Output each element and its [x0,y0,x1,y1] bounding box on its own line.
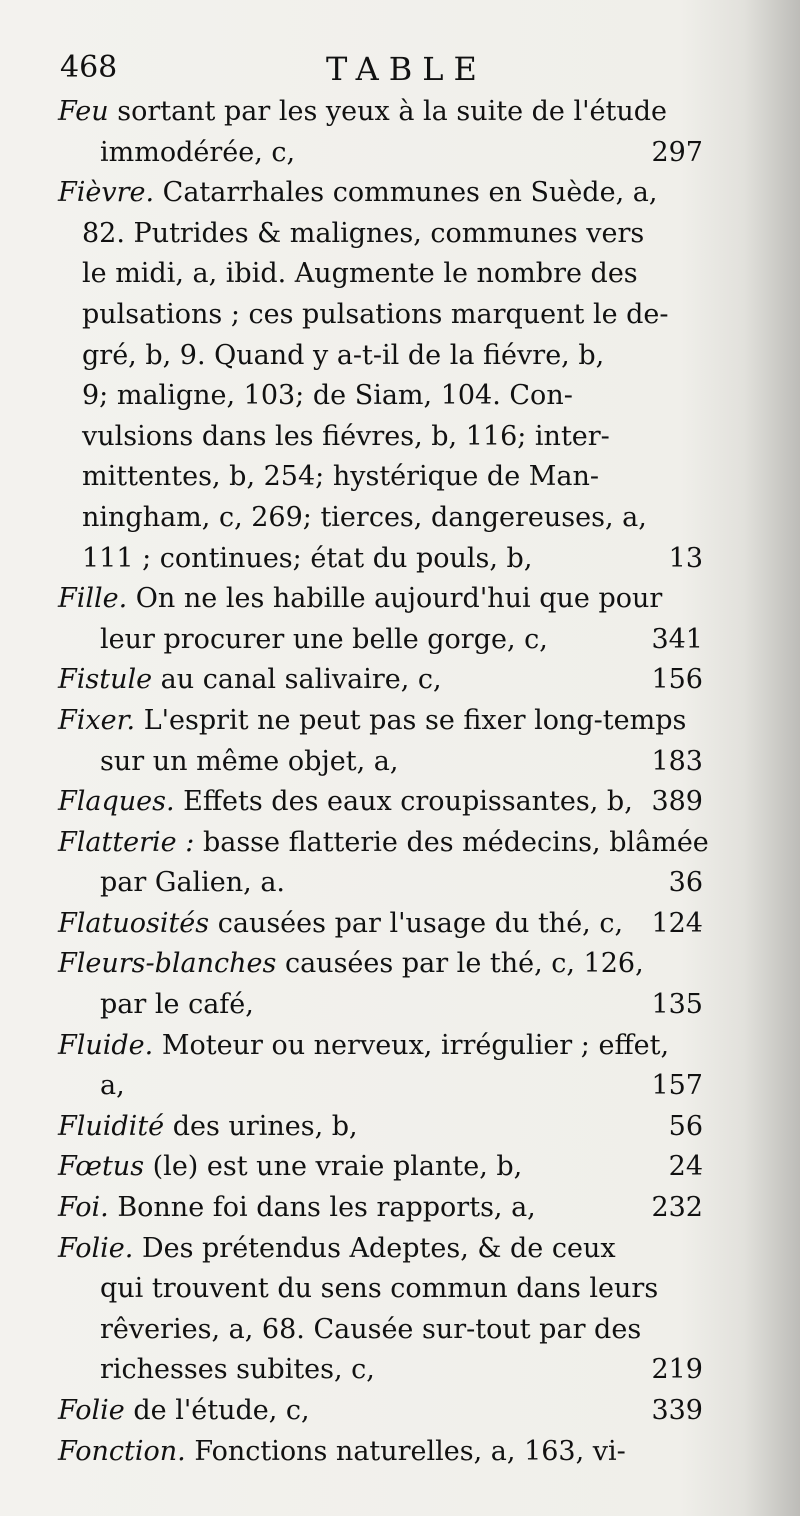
index-line-text [58,173,657,214]
index-line [58,742,703,783]
index-line-text [82,376,573,417]
page-reference: 24 [668,1151,703,1183]
index-line-text [58,782,633,823]
index-entry-text: vulsions dans les fiévres, b, 116; inter- [82,420,610,452]
index-line-text [58,1188,536,1229]
index-line [58,1310,703,1351]
index-line-text [100,1269,658,1310]
index-entry-text: Moteur ou nerveux, irrégulier ; effet, [153,1029,670,1061]
index-entry-text: qui trouvent du sens commun dans leurs [100,1273,659,1305]
index-entry-text: sortant par les yeux à la suite de l'étude [108,96,668,127]
index-line [58,579,703,620]
index-keyword: Fixer. [58,704,136,736]
index-entry-text: richesses subites, c, [100,1354,375,1386]
index-line [58,376,703,417]
index-line [58,295,703,336]
index-entry-text: de l'étude, c, [124,1395,310,1426]
index-entry-text: causées par le thé, c, 126, [276,948,644,980]
index-line-text [82,336,604,377]
index-line [58,620,703,661]
index-keyword: Fonction. [58,1435,186,1467]
index-line [58,92,703,133]
page-reference: 56 [668,1110,703,1142]
index-line-text [58,904,623,945]
index-entry-text: immodérée, c, [100,136,296,168]
index-line [58,660,703,701]
index-line [58,539,703,580]
index-keyword: Fistule [58,664,153,696]
index-line-text [100,863,285,904]
index-line-text [100,985,254,1026]
index-keyword: Fluidité [58,1110,165,1142]
page-reference: 156 [651,664,703,696]
page-reference: 13 [668,542,703,574]
index-line-text [82,295,669,336]
index-line-text [82,457,599,498]
page-reference: 232 [651,1192,703,1224]
index-entry-text: Effets des eaux croupissantes, b, [174,786,633,818]
index-keyword: Fille. [58,583,128,615]
page-reference: 297 [651,136,703,168]
page-reference: 183 [651,745,703,777]
index-line [58,1147,703,1188]
index-line-text [82,254,638,295]
index-line-text [100,1310,641,1351]
index-entry-text: pulsations ; ces pulsations marquent le de- [82,298,669,330]
index-line-text [58,1229,616,1270]
index-line-text [58,1107,358,1148]
page-reference: 339 [651,1395,703,1426]
index-entry-text: mittentes, b, 254; hystérique de Man- [82,461,600,493]
index-line [58,336,703,377]
index-entry-text: ningham, c, 269; tierces, dangereuses, a, [82,501,647,533]
index-entry-text: sur un même objet, a, [100,745,399,777]
index-line-text [58,1391,310,1432]
index-line-text [58,579,662,620]
index-entry-text: causées par l'usage du thé, c, [209,907,624,939]
index-line-text [58,1432,626,1473]
index-line [58,1269,703,1310]
index-keyword: Flatterie : [58,826,195,858]
index-keyword: Fluide. [58,1029,154,1061]
index-entry-text: 111 ; continues; état du pouls, b, [82,542,533,574]
index-entry-text: par Galien, a. [100,867,286,899]
page-number: 468 [60,50,118,85]
index-entry-text: au canal salivaire, c, [152,664,442,696]
index-entry-text: rêveries, a, 68. Causée sur-tout par des [100,1313,642,1345]
index-line-text [82,417,610,458]
index-keyword: Flaques. [58,786,175,818]
index-line [58,254,703,295]
index-line [58,173,703,214]
index-keyword: Fœtus [58,1151,145,1183]
index-line [58,944,703,985]
index-entry-text: basse flatterie des médecins, blâmée [194,826,709,858]
index-keyword: Feu [58,96,109,127]
index-line [58,863,703,904]
index-entry-text: Catarrhales communes en Suède, a, [154,177,658,209]
index-line-text [58,92,667,133]
index-entry-text: L'esprit ne peut pas se fixer long-temps [135,704,687,736]
index-line [58,1026,703,1067]
page-header [60,50,700,90]
index-line [58,1391,703,1432]
index-line-text [82,539,532,580]
index-line-text [58,1026,669,1067]
index-line [58,1229,703,1270]
index-entry-text: des urines, b, [164,1110,358,1142]
index-entry-text: le midi, a, ibid. Augmente le nombre des [82,258,638,290]
index-keyword: Folie [58,1395,125,1426]
page-reference: 124 [651,907,703,939]
index-line-text [100,742,398,783]
index-entry-text: Des prétendus Adeptes, & de ceux [133,1232,616,1264]
index-entry-text: gré, b, 9. Quand y a-t-il de la fiévre, b, [82,339,605,371]
index-entry-text: Bonne foi dans les rapports, a, [108,1192,536,1224]
index-entry-text: On ne les habille aujourd'hui que pour [127,583,663,615]
page-reference: 135 [651,989,703,1021]
index-line-text [58,944,644,985]
index-line-text [82,214,644,255]
index-entry-text: 82. Putrides & malignes, communes vers [82,217,645,249]
index-line-text [58,823,709,864]
index-line [58,457,703,498]
index-line [58,417,703,458]
index-line [58,823,709,864]
index-entry-text: par le café, [100,989,254,1021]
index-line [58,214,703,255]
page-title: TABLE [326,50,487,88]
index-line [58,498,703,539]
index-line-text [58,660,442,701]
index-line [58,1188,703,1229]
index-line [58,1350,703,1391]
index-entries [58,92,709,1472]
index-line-text [58,701,686,742]
page-reference: 341 [651,623,703,655]
index-entry-text: Fonctions naturelles, a, 163, vi- [185,1435,626,1467]
index-line-text [100,1350,375,1391]
index-line-text [100,1066,125,1107]
index-line [58,133,703,174]
index-line [58,1107,703,1148]
index-line [58,904,703,945]
index-line [58,701,703,742]
page-reference: 219 [651,1354,703,1386]
index-keyword: Fleurs-blanches [58,948,277,980]
index-line-text [100,133,295,174]
index-keyword: Foi. [58,1192,109,1224]
index-entry-text: 9; maligne, 103; de Siam, 104. Con- [82,380,573,412]
index-line [58,1432,703,1473]
page-reference: 157 [651,1070,703,1102]
index-entry-text: leur procurer une belle gorge, c, [100,623,548,655]
index-keyword: Flatuosités [58,907,210,939]
index-entry-text: (le) est une vraie plante, b, [144,1151,523,1183]
page-reference: 36 [668,867,703,899]
index-line [58,1066,703,1107]
index-keyword: Folie. [58,1232,134,1264]
page-reference: 389 [651,786,703,818]
index-keyword: Fièvre. [58,177,155,209]
index-line-text [82,498,647,539]
index-line-text [100,620,548,661]
index-line [58,782,703,823]
index-entry-text: a, [100,1070,125,1102]
index-line [58,985,703,1026]
index-line-text [58,1147,522,1188]
